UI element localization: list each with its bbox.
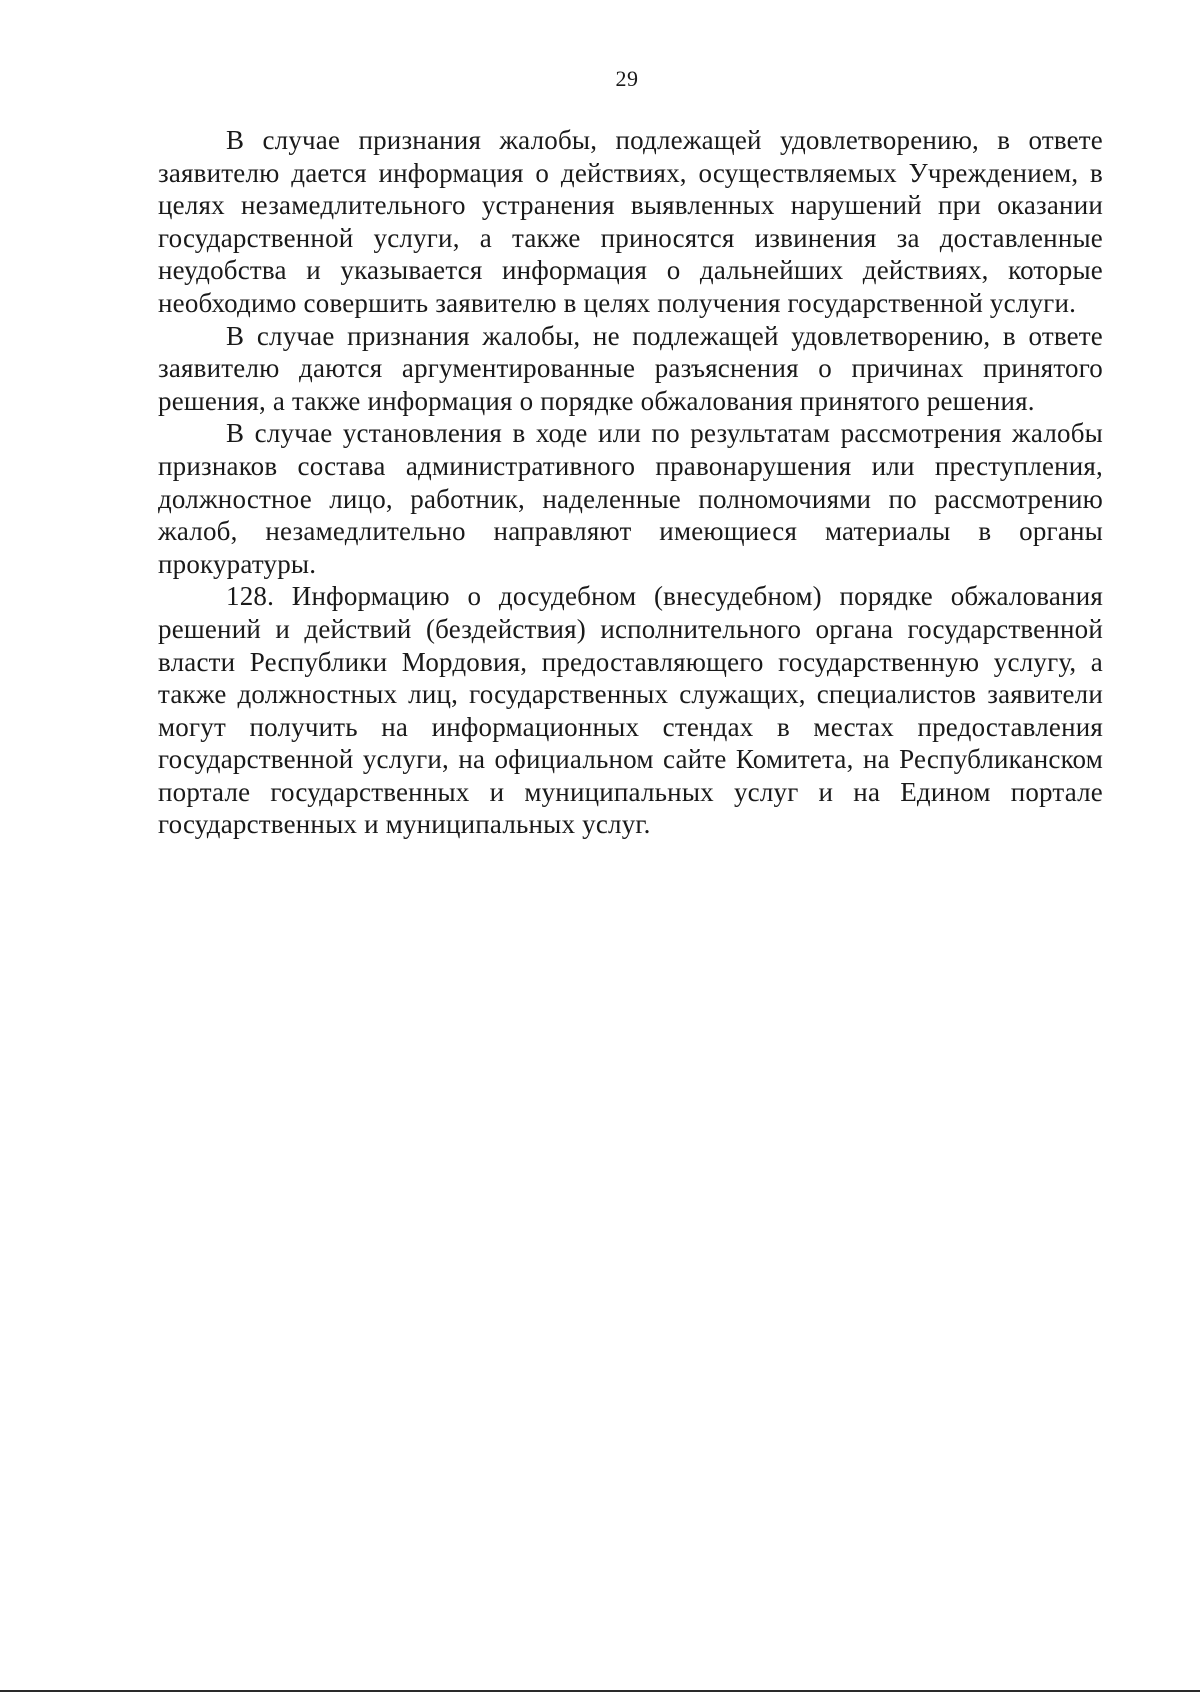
scan-bottom-edge-line bbox=[0, 1690, 1200, 1692]
page-number: 29 bbox=[615, 66, 639, 91]
paragraph-offense-signs: В случае установления в ходе или по результатам рассмотрения жалобы признаков состава административного правонарушения или преступления, должностное лицо, работник, наделенные полномочиями по рассмотрению жалоб, незамедлительно направляют имеющиеся материалы в органы прокуратуры. bbox=[158, 418, 1103, 579]
paragraph-complaint-rejected: В случае признания жалобы, не подлежащей удовлетворению, в ответе заявителю даются аргументированные разъяснения о причинах принятого решения, а также информация о порядке обжалования принятого решения. bbox=[158, 320, 1103, 416]
paragraph-complaint-satisfied: В случае признания жалобы, подлежащей удовлетворению, в ответе заявителю дается информация о действиях, осуществляемых Учреждением, в целях незамедлительного устранения выявленных нарушений при оказании государственной услуги, а также приносятся извинения за доставленные неудобства и указывается информация о дальнейших действиях, которые необходимо совершить заявителю в целях получения государственной услуги. bbox=[158, 125, 1103, 318]
document-body bbox=[158, 124, 1103, 841]
paragraph-128-appeal-info: 128. Информацию о досудебном (внесудебном) порядке обжалования решений и действий (бездействия) исполнительного органа государственной власти Республики Мордовия, предоставляющего государственную услугу, а также должностных лиц, государственных служащих, специалистов заявители могут получить на информационных стендах в местах предоставления государственной услуги, на официальном сайте Комитета, на Республиканском портале государственных и муниципальных услуг и на Едином портале государственных и муниципальных услуг. bbox=[158, 581, 1103, 840]
